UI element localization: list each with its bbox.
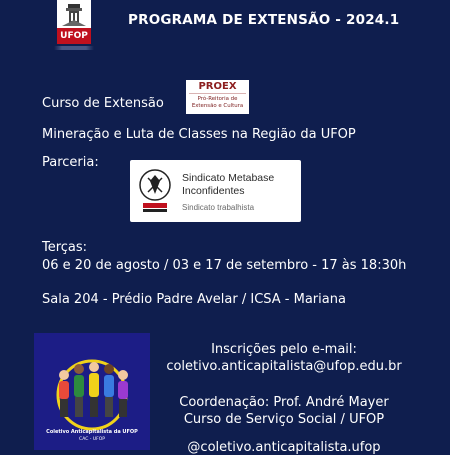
proex-subtitle bbox=[186, 94, 249, 110]
proex-logo bbox=[186, 80, 249, 114]
ufop-badge: UFOP bbox=[57, 28, 91, 44]
sindicato-name bbox=[182, 172, 274, 198]
sindicato-emblem-icon bbox=[138, 168, 172, 214]
collective-name: Coletivo Anticapitalista da UFOP bbox=[46, 429, 138, 435]
collective-logo bbox=[34, 333, 150, 450]
page-title: PROGRAMA DE EXTENSÃO - 2024.1 bbox=[128, 12, 400, 28]
social-handle[interactable]: @coletivo.anticapitalista.ufop bbox=[187, 440, 381, 455]
ufop-crest-icon bbox=[57, 0, 91, 28]
partnership-label: Parceria: bbox=[42, 155, 99, 170]
sindicato-subtitle: Sindicato trabalhista bbox=[182, 203, 255, 212]
email-link[interactable]: coletivo.anticapitalista@ufop.edu.br bbox=[166, 359, 402, 374]
ufop-logo-underline bbox=[54, 46, 94, 50]
ufop-logo bbox=[57, 0, 91, 50]
sindicato-name-line2: Inconfidentes bbox=[182, 185, 245, 197]
department-text: Curso de Serviço Social / UFOP bbox=[183, 412, 385, 427]
schedule-location: Sala 204 - Prédio Padre Avelar / ICSA - Mariana bbox=[42, 292, 346, 307]
course-title: Mineração e Luta de Classes na Região da UFOP bbox=[42, 127, 356, 142]
coordination-text: Coordenação: Prof. André Mayer bbox=[179, 395, 389, 410]
sindicato-name-line1: Sindicato Metabase bbox=[182, 172, 275, 184]
sindicato-logo bbox=[130, 160, 301, 222]
collective-subtitle: CAC - UFOP bbox=[79, 437, 105, 442]
proex-subtitle-line2: Extensão e Cultura bbox=[191, 103, 244, 109]
email-label: Inscrições pelo e-mail: bbox=[211, 342, 357, 357]
proex-title: PROEX bbox=[189, 80, 246, 94]
schedule-dates: 06 e 20 de agosto / 03 e 17 de setembro - 17 às 18:30h bbox=[42, 258, 407, 273]
proex-subtitle-line1: Pró-Reitoria de bbox=[197, 96, 238, 102]
course-label: Curso de Extensão bbox=[42, 96, 164, 111]
schedule-days: Terças: bbox=[42, 240, 88, 255]
